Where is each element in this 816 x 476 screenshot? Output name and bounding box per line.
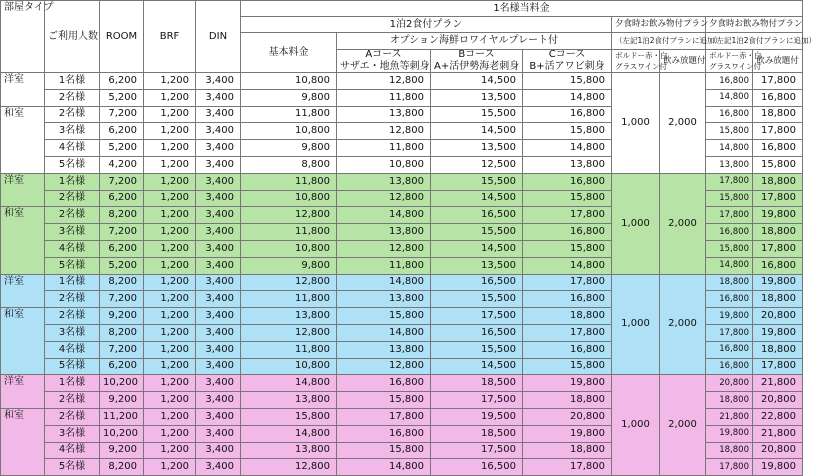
course-b-title: Bコース [458,49,495,60]
cell-plan-wine: 14,800 [706,89,753,106]
cell-plan-all: 21,800 [753,375,803,392]
cell-course-a: 14,800 [337,274,431,291]
course-c-sub: B+活アワビ刺身 [529,61,605,72]
cell-course-a: 14,800 [337,207,431,224]
header-dinner-drink-note: （左記1泊2食付プランに追加） [612,33,706,50]
header-option-plate: オプション海鮮ロワイヤルプレート付 [337,33,612,50]
cell-course-b: 14,500 [431,190,523,207]
cell-plan-all: 16,800 [753,140,803,157]
cell-base: 14,800 [241,425,337,442]
cell-plan-all: 17,800 [753,358,803,375]
header-base-price: 基本料金 [241,33,337,73]
cell-course-b: 13,500 [431,89,523,106]
cell-din: 3,400 [196,358,241,375]
cell-course-a: 17,800 [337,408,431,425]
cell-plan-all: 18,800 [753,106,803,123]
cell-plan-all: 16,800 [753,257,803,274]
cell-guests: 5名様 [45,358,100,375]
cell-course-b: 15,500 [431,106,523,123]
cell-drink-all: 2,000 [660,73,706,174]
cell-drink-wine: 1,000 [612,274,660,375]
header-all-you-can-drink-2: 飲み放題付 [753,50,803,73]
cell-course-a: 12,800 [337,73,431,90]
header-brf: BRF [144,1,196,73]
cell-base: 9,800 [241,140,337,157]
cell-room: 4,200 [100,156,144,173]
header-room: ROOM [100,1,144,73]
cell-guests: 4名様 [45,240,100,257]
cell-plan-all: 20,800 [753,392,803,409]
cell-base: 8,800 [241,156,337,173]
cell-course-c: 14,800 [523,257,612,274]
cell-plan-wine: 20,800 [706,375,753,392]
cell-brf: 1,200 [144,89,196,106]
cell-room: 7,200 [100,106,144,123]
cell-course-c: 18,800 [523,392,612,409]
cell-din: 3,400 [196,190,241,207]
cell-course-b: 14,500 [431,123,523,140]
cell-brf: 1,200 [144,341,196,358]
cell-plan-all: 20,800 [753,442,803,459]
cell-room-type: 洋室 [1,173,45,207]
table-row [1,274,803,291]
cell-din: 3,400 [196,341,241,358]
cell-guests: 2名様 [45,89,100,106]
cell-base: 12,800 [241,459,337,476]
cell-course-b: 14,500 [431,73,523,90]
cell-guests: 1名様 [45,375,100,392]
cell-course-b: 16,500 [431,324,523,341]
cell-brf: 1,200 [144,106,196,123]
cell-din: 3,400 [196,324,241,341]
table-row [1,173,803,190]
header-dinner-drink-plan-2: 夕食時お飲み物付プラン [706,17,803,33]
header-per-person: 1名様当料金 [241,1,803,17]
cell-course-a: 10,800 [337,156,431,173]
cell-brf: 1,200 [144,425,196,442]
cell-room: 8,200 [100,324,144,341]
cell-guests: 2名様 [45,308,100,325]
table-row [1,73,803,90]
cell-room: 6,200 [100,190,144,207]
cell-base: 12,800 [241,324,337,341]
cell-din: 3,400 [196,140,241,157]
header-guests: ご利用人数 [45,1,100,73]
cell-course-c: 18,800 [523,442,612,459]
header-course-a [337,50,431,73]
cell-plan-all: 20,800 [753,308,803,325]
cell-plan-wine: 18,800 [706,274,753,291]
cell-course-c: 17,800 [523,207,612,224]
cell-course-b: 14,500 [431,240,523,257]
cell-course-a: 12,800 [337,190,431,207]
cell-room: 9,200 [100,308,144,325]
cell-course-a: 13,800 [337,291,431,308]
cell-brf: 1,200 [144,207,196,224]
cell-plan-all: 22,800 [753,408,803,425]
cell-din: 3,400 [196,173,241,190]
cell-plan-all: 19,800 [753,459,803,476]
cell-brf: 1,200 [144,274,196,291]
cell-course-c: 16,800 [523,224,612,241]
cell-base: 9,800 [241,257,337,274]
cell-course-a: 15,800 [337,442,431,459]
cell-course-c: 17,800 [523,459,612,476]
cell-room: 7,200 [100,173,144,190]
cell-plan-all: 21,800 [753,425,803,442]
cell-course-c: 16,800 [523,341,612,358]
header-din: DIN [196,1,241,73]
cell-room: 5,200 [100,89,144,106]
cell-course-b: 17,500 [431,308,523,325]
cell-guests: 3名様 [45,425,100,442]
cell-din: 3,400 [196,257,241,274]
cell-din: 3,400 [196,291,241,308]
cell-course-b: 16,500 [431,207,523,224]
cell-room: 7,200 [100,224,144,241]
cell-course-c: 16,800 [523,106,612,123]
cell-brf: 1,200 [144,358,196,375]
cell-course-b: 18,500 [431,425,523,442]
cell-brf: 1,200 [144,375,196,392]
cell-room-type: 和室 [1,106,45,173]
cell-drink-all: 2,000 [660,375,706,476]
cell-plan-wine: 16,800 [706,106,753,123]
cell-brf: 1,200 [144,156,196,173]
cell-course-b: 15,500 [431,173,523,190]
cell-course-a: 12,800 [337,240,431,257]
table-row [1,375,803,392]
cell-brf: 1,200 [144,123,196,140]
cell-brf: 1,200 [144,240,196,257]
cell-plan-wine: 15,800 [706,123,753,140]
cell-guests: 5名様 [45,459,100,476]
cell-plan-all: 17,800 [753,240,803,257]
cell-plan-wine: 16,800 [706,358,753,375]
cell-base: 13,800 [241,392,337,409]
header-course-c [523,50,612,73]
cell-plan-all: 19,800 [753,274,803,291]
header-plan-1night: 1泊2食付プラン [241,17,612,33]
cell-din: 3,400 [196,442,241,459]
cell-course-a: 12,800 [337,123,431,140]
cell-din: 3,400 [196,240,241,257]
cell-drink-wine: 1,000 [612,73,660,174]
wine-label-b: グラスワイン付 [615,61,668,71]
cell-drink-all: 2,000 [660,173,706,274]
cell-brf: 1,200 [144,190,196,207]
cell-course-b: 16,500 [431,274,523,291]
cell-plan-wine: 21,800 [706,408,753,425]
cell-course-c: 14,800 [523,89,612,106]
cell-course-b: 17,500 [431,392,523,409]
cell-guests: 2名様 [45,190,100,207]
cell-course-b: 15,500 [431,224,523,241]
cell-base: 9,800 [241,89,337,106]
cell-guests: 4名様 [45,341,100,358]
cell-guests: 5名様 [45,156,100,173]
cell-din: 3,400 [196,123,241,140]
cell-course-c: 13,800 [523,156,612,173]
cell-guests: 3名様 [45,123,100,140]
cell-base: 12,800 [241,274,337,291]
cell-course-b: 14,500 [431,358,523,375]
cell-base: 13,800 [241,308,337,325]
cell-plan-wine: 17,800 [706,207,753,224]
cell-course-b: 15,500 [431,341,523,358]
cell-plan-all: 19,800 [753,324,803,341]
cell-room: 6,200 [100,73,144,90]
cell-course-c: 20,800 [523,408,612,425]
cell-course-c: 19,800 [523,425,612,442]
cell-course-c: 16,800 [523,291,612,308]
cell-course-c: 17,800 [523,274,612,291]
cell-course-a: 16,800 [337,375,431,392]
cell-din: 3,400 [196,224,241,241]
cell-course-b: 15,500 [431,291,523,308]
cell-room: 6,200 [100,123,144,140]
cell-course-a: 13,800 [337,341,431,358]
cell-brf: 1,200 [144,408,196,425]
cell-course-c: 15,800 [523,73,612,90]
cell-base: 15,800 [241,408,337,425]
cell-course-a: 13,800 [337,106,431,123]
cell-course-a: 15,800 [337,308,431,325]
header-dinner-drink-note-2: （左記1泊2食付プランに追加） [706,33,803,50]
cell-course-a: 11,800 [337,140,431,157]
cell-base: 10,800 [241,190,337,207]
cell-room: 10,200 [100,375,144,392]
cell-din: 3,400 [196,408,241,425]
cell-guests: 1名様 [45,73,100,90]
cell-course-b: 13,500 [431,140,523,157]
cell-plan-all: 18,800 [753,224,803,241]
cell-brf: 1,200 [144,392,196,409]
wine-label-a-2: ボルドー赤・白 [709,51,762,60]
cell-base: 13,800 [241,442,337,459]
cell-plan-wine: 19,800 [706,425,753,442]
cell-course-a: 14,800 [337,324,431,341]
cell-room: 9,200 [100,392,144,409]
cell-plan-wine: 16,800 [706,73,753,90]
cell-brf: 1,200 [144,224,196,241]
cell-guests: 3名様 [45,324,100,341]
cell-brf: 1,200 [144,140,196,157]
cell-guests: 2名様 [45,207,100,224]
cell-base: 10,800 [241,358,337,375]
cell-room-type: 洋室 [1,274,45,308]
cell-base: 11,800 [241,173,337,190]
cell-guests: 1名様 [45,173,100,190]
cell-guests: 4名様 [45,442,100,459]
cell-plan-all: 18,800 [753,291,803,308]
cell-course-b: 17,500 [431,442,523,459]
cell-guests: 3名様 [45,224,100,241]
cell-brf: 1,200 [144,257,196,274]
cell-plan-all: 17,800 [753,73,803,90]
cell-plan-all: 17,800 [753,190,803,207]
cell-room: 8,200 [100,274,144,291]
cell-course-a: 14,800 [337,459,431,476]
cell-room: 8,200 [100,207,144,224]
cell-din: 3,400 [196,459,241,476]
cell-din: 3,400 [196,106,241,123]
cell-course-a: 11,800 [337,89,431,106]
cell-room: 6,200 [100,358,144,375]
cell-plan-wine: 17,800 [706,173,753,190]
cell-base: 11,800 [241,341,337,358]
cell-guests: 4名様 [45,140,100,157]
cell-course-a: 16,800 [337,425,431,442]
cell-room: 9,200 [100,442,144,459]
cell-drink-wine: 1,000 [612,375,660,476]
cell-course-b: 16,500 [431,459,523,476]
cell-plan-wine: 14,800 [706,140,753,157]
cell-base: 11,800 [241,106,337,123]
cell-room: 8,200 [100,459,144,476]
cell-room: 10,200 [100,425,144,442]
cell-room-type: 洋室 [1,73,45,107]
cell-course-b: 19,500 [431,408,523,425]
cell-course-c: 17,800 [523,324,612,341]
cell-plan-wine: 14,800 [706,257,753,274]
cell-course-a: 15,800 [337,392,431,409]
cell-guests: 2名様 [45,291,100,308]
cell-course-c: 15,800 [523,190,612,207]
header-room-type: 部屋タイプ [1,1,45,73]
cell-base: 11,800 [241,224,337,241]
course-a-sub: サザエ・地魚等刺身 [340,61,430,72]
header-wine-2 [706,50,762,73]
cell-din: 3,400 [196,274,241,291]
cell-brf: 1,200 [144,459,196,476]
cell-din: 3,400 [196,375,241,392]
cell-base: 11,800 [241,291,337,308]
cell-room: 11,200 [100,408,144,425]
cell-course-b: 18,500 [431,375,523,392]
cell-brf: 1,200 [144,324,196,341]
cell-plan-wine: 18,800 [706,392,753,409]
cell-drink-all: 2,000 [660,274,706,375]
cell-plan-all: 17,800 [753,123,803,140]
table-header [1,1,816,73]
cell-brf: 1,200 [144,73,196,90]
cell-brf: 1,200 [144,308,196,325]
cell-room: 5,200 [100,257,144,274]
cell-guests: 2名様 [45,106,100,123]
header-course-b [431,50,523,73]
cell-course-c: 15,800 [523,240,612,257]
cell-plan-wine: 15,800 [706,240,753,257]
wine-label-b-2: グラスワイン付 [709,61,762,71]
header-dinner-drink-plan: 夕食時お飲み物付プラン [612,17,706,33]
cell-room: 7,200 [100,291,144,308]
cell-din: 3,400 [196,73,241,90]
cell-guests: 1名様 [45,274,100,291]
cell-course-c: 18,800 [523,308,612,325]
cell-room-type: 和室 [1,308,45,375]
cell-room: 6,200 [100,240,144,257]
course-a-title: Aコース [365,49,402,60]
cell-brf: 1,200 [144,173,196,190]
cell-din: 3,400 [196,89,241,106]
cell-guests: 2名様 [45,408,100,425]
cell-guests: 2名様 [45,392,100,409]
cell-base: 12,800 [241,207,337,224]
table-body [1,73,803,476]
cell-plan-wine: 15,800 [706,190,753,207]
cell-plan-wine: 16,800 [706,291,753,308]
cell-din: 3,400 [196,156,241,173]
cell-din: 3,400 [196,207,241,224]
cell-course-a: 11,800 [337,257,431,274]
wine-label-a: ボルドー赤・白 [615,51,668,60]
cell-room-type: 洋室 [1,375,45,409]
cell-course-b: 13,500 [431,257,523,274]
cell-course-a: 13,800 [337,224,431,241]
cell-course-c: 19,800 [523,375,612,392]
cell-guests: 5名様 [45,257,100,274]
cell-course-c: 15,800 [523,123,612,140]
cell-brf: 1,200 [144,291,196,308]
cell-din: 3,400 [196,425,241,442]
header-all-you-can-drink: 飲み放題付 [660,50,706,73]
course-b-sub: A+活伊勢海老刺身 [434,61,520,72]
cell-room: 5,200 [100,140,144,157]
cell-plan-wine: 16,800 [706,341,753,358]
cell-course-b: 12,500 [431,156,523,173]
cell-plan-wine: 16,800 [706,224,753,241]
cell-brf: 1,200 [144,442,196,459]
cell-room: 7,200 [100,341,144,358]
cell-plan-all: 18,800 [753,341,803,358]
cell-din: 3,400 [196,308,241,325]
cell-plan-all: 16,800 [753,89,803,106]
cell-course-c: 15,800 [523,358,612,375]
cell-course-c: 16,800 [523,173,612,190]
cell-plan-wine: 18,800 [706,442,753,459]
cell-course-c: 14,800 [523,140,612,157]
cell-course-a: 13,800 [337,173,431,190]
course-c-title: Cコース [548,49,586,60]
cell-base: 10,800 [241,73,337,90]
cell-plan-wine: 13,800 [706,156,753,173]
cell-plan-wine: 17,800 [706,459,753,476]
header-wine [612,50,668,73]
cell-plan-all: 19,800 [753,207,803,224]
cell-plan-all: 15,800 [753,156,803,173]
cell-base: 10,800 [241,123,337,140]
cell-drink-wine: 1,000 [612,173,660,274]
cell-base: 14,800 [241,375,337,392]
cell-din: 3,400 [196,392,241,409]
cell-base: 10,800 [241,240,337,257]
cell-plan-wine: 19,800 [706,308,753,325]
cell-plan-wine: 17,800 [706,324,753,341]
cell-course-a: 12,800 [337,358,431,375]
cell-room-type: 和室 [1,207,45,274]
cell-plan-all: 18,800 [753,173,803,190]
cell-room-type: 和室 [1,408,45,475]
